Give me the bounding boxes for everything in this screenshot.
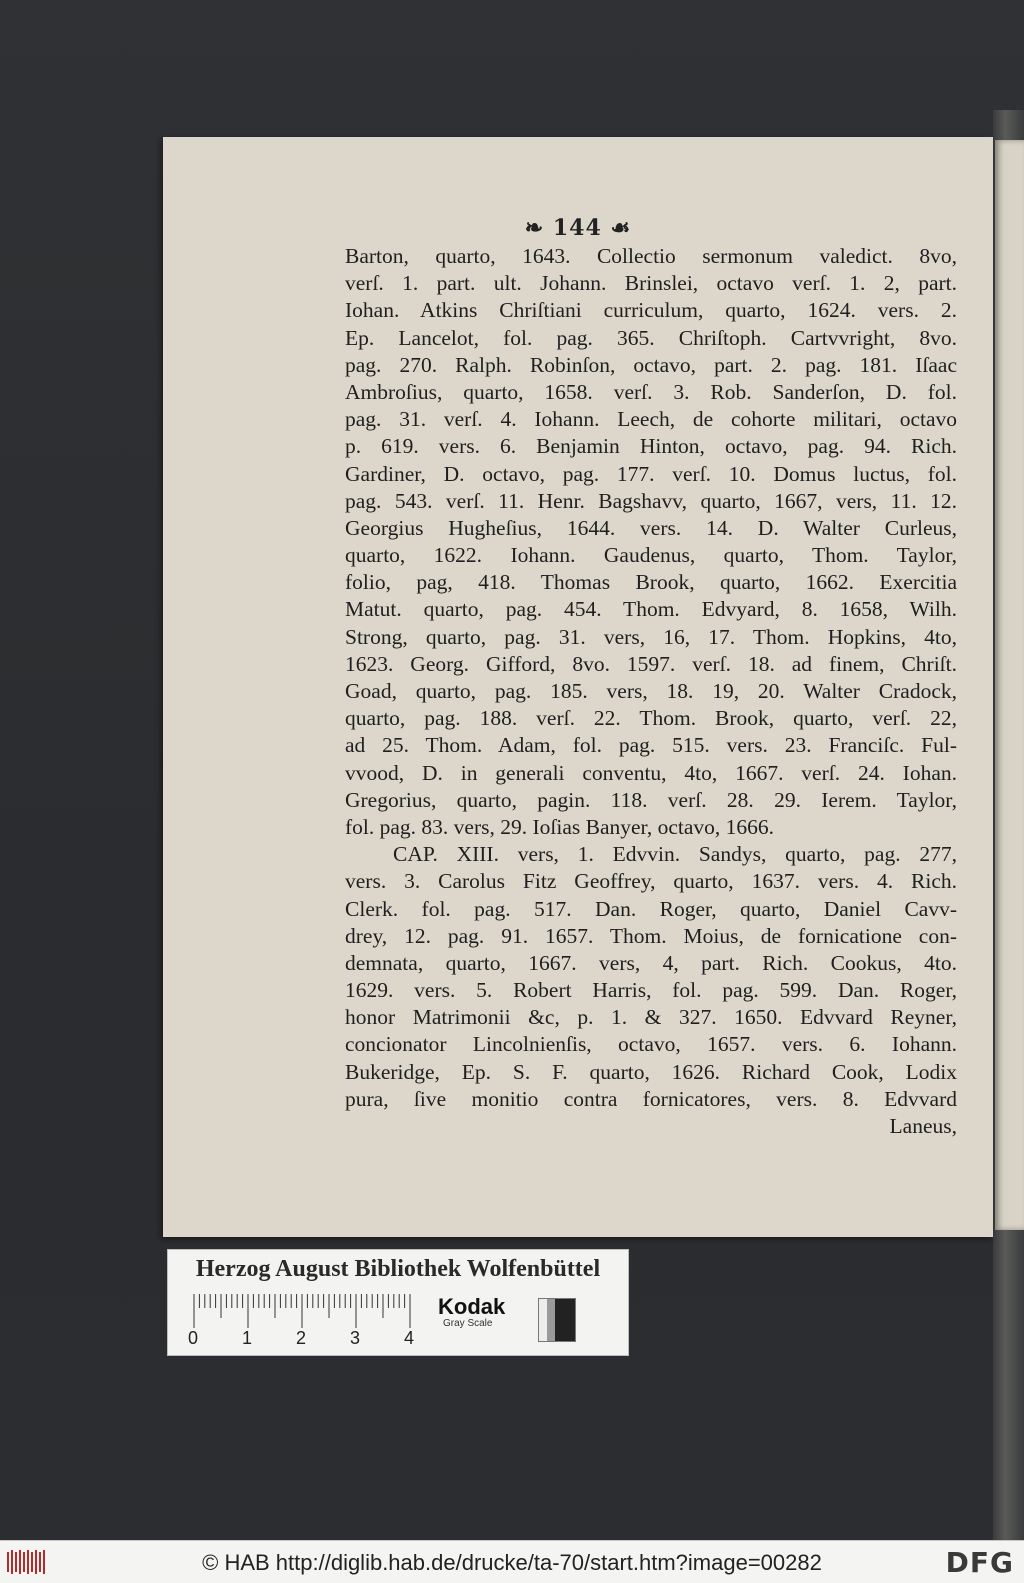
page-number [163,215,993,241]
text-line: 1629. vers. 5. Robert Harris, fol. pag. 599. Dan. Roger, [345,978,957,1003]
text-line: Strong, quarto, pag. 31. vers, 16, 17. Thom. Hopkins, 4to, [345,624,957,649]
page-text [345,243,957,1140]
facing-page-strip [995,140,1024,1230]
text-line: demnata, quarto, 1667. vers, 4, part. Rich. Cookus, 4to. [345,950,957,975]
text-line: vers. 3. Carolus Fitz Geoffrey, quarto, 1637. vers. 4. Rich. [345,869,957,894]
text-line: Iohan. Atkins Chriſtiani curriculum, quarto, 1624. vers. 2. [345,298,957,323]
ruler-number: 3 [350,1328,361,1348]
text-line: vvood, D. in generali conventu, 4to, 1667. verſ. 24. Iohan. [345,760,957,785]
text-line: quarto, 1622. Iohann. Gaudenus, quarto, Thom. Taylor, [345,543,957,568]
kodak-subtitle: Gray Scale [443,1318,493,1329]
page-number-value: 144 [552,215,602,241]
text-line: pag. 270. Ralph. Robinſon, octavo, part. 2. pag. 181. Iſaac [345,352,957,377]
text-line: verſ. 1. part. ult. Johann. Brinslei, octavo verſ. 1. 2, part. [345,271,957,296]
text-line: Ep. Lancelot, fol. pag. 365. Chriſtoph. Cartvvright, 8vo. [345,325,957,350]
ruler-scale [192,1294,416,1330]
grayscale-patch [538,1298,576,1342]
page-number-ornament-right: ☙ [601,215,632,241]
text-line: Barton, quarto, 1643. Collectio sermonum valedict. 8vo, [345,244,957,268]
book-page [163,137,993,1237]
text-line: Gregorius, quarto, pagin. 118. verſ. 28. 29. Ierem. Taylor, [345,787,957,812]
text-line: folio, pag, 418. Thomas Brook, quarto, 1662. Exercitia [345,570,957,595]
text-line: quarto, pag. 188. verſ. 22. Thom. Brook, quarto, verſ. 22, [345,706,957,731]
ruler-number: 4 [404,1328,415,1348]
ruler-number: 2 [296,1328,307,1348]
text-line: Laneus, [889,1114,957,1138]
ruler-numbers [184,1328,424,1350]
text-line: honor Matrimonii &c, p. 1. & 327. 1650. Edvvard Reyner, [345,1005,957,1030]
page-number-ornament-left: ❧ [524,215,553,241]
text-line: pag. 31. verſ. 4. Iohann. Leech, de cohorte militari, octavo [345,407,957,432]
ruler-number: 1 [242,1328,253,1348]
color-chart-title: Herzog August Bibliothek Wolfenbüttel [195,1256,601,1282]
ruler-number: 0 [188,1328,199,1348]
text-line: concionator Lincolnienſis, octavo, 1657. vers. 6. Iohann. [345,1032,957,1057]
text-line: Matut. quarto, pag. 454. Thom. Edvyard, 8. 1658, Wilh. [345,597,957,622]
footer-bar [0,1540,1024,1583]
text-line: Bukeridge, Ep. S. F. quarto, 1626. Richard Cook, Lodix [345,1059,957,1084]
text-line: Georgius Hugheſius, 1644. vers. 14. D. Walter Curleus, [345,515,957,540]
text-line: Gardiner, D. octavo, pag. 177. verſ. 10. Domus luctus, fol. [345,461,957,486]
dfg-logo: DFG [945,1546,1014,1579]
text-line: drey, 12. pag. 91. 1657. Thom. Moius, de fornicatione con- [345,923,957,948]
footer-copyright-link[interactable]: © HAB http://diglib.hab.de/drucke/ta-70/start.htm?image=00282 [202,1550,822,1575]
text-line: fol. pag. 83. vers, 29. Ioſias Banyer, octavo, 1666. [345,814,775,839]
color-chart [167,1249,629,1356]
text-line: 1623. Georg. Gifford, 8vo. 1597. verſ. 18. ad finem, Chriſt. [345,651,957,676]
text-line: Goad, quarto, pag. 185. vers, 18. 19, 20. Walter Cradock, [345,679,957,703]
text-line: pag. 543. verſ. 11. Henr. Bagshavv, quarto, 1667, vers, 11. 12. [345,488,957,513]
text-line: Clerk. fol. pag. 517. Dan. Roger, quarto, Daniel Cavv- [345,896,957,921]
text-line: ad 25. Thom. Adam, fol. pag. 515. vers. 23. Franciſc. Ful- [345,733,957,758]
text-line: CAP. XIII. vers, 1. Edvvin. Sandys, quarto, pag. 277, [393,842,957,867]
kodak-logo: Kodak [438,1294,506,1319]
text-line: p. 619. vers. 6. Benjamin Hinton, octavo, pag. 94. Rich. [345,434,957,459]
text-line: Ambroſius, quarto, 1658. verſ. 3. Rob. Sanderſon, D. fol. [345,379,957,404]
text-line: pura, ſive monitio contra fornicatores, vers. 8. Edvvard [345,1086,957,1111]
